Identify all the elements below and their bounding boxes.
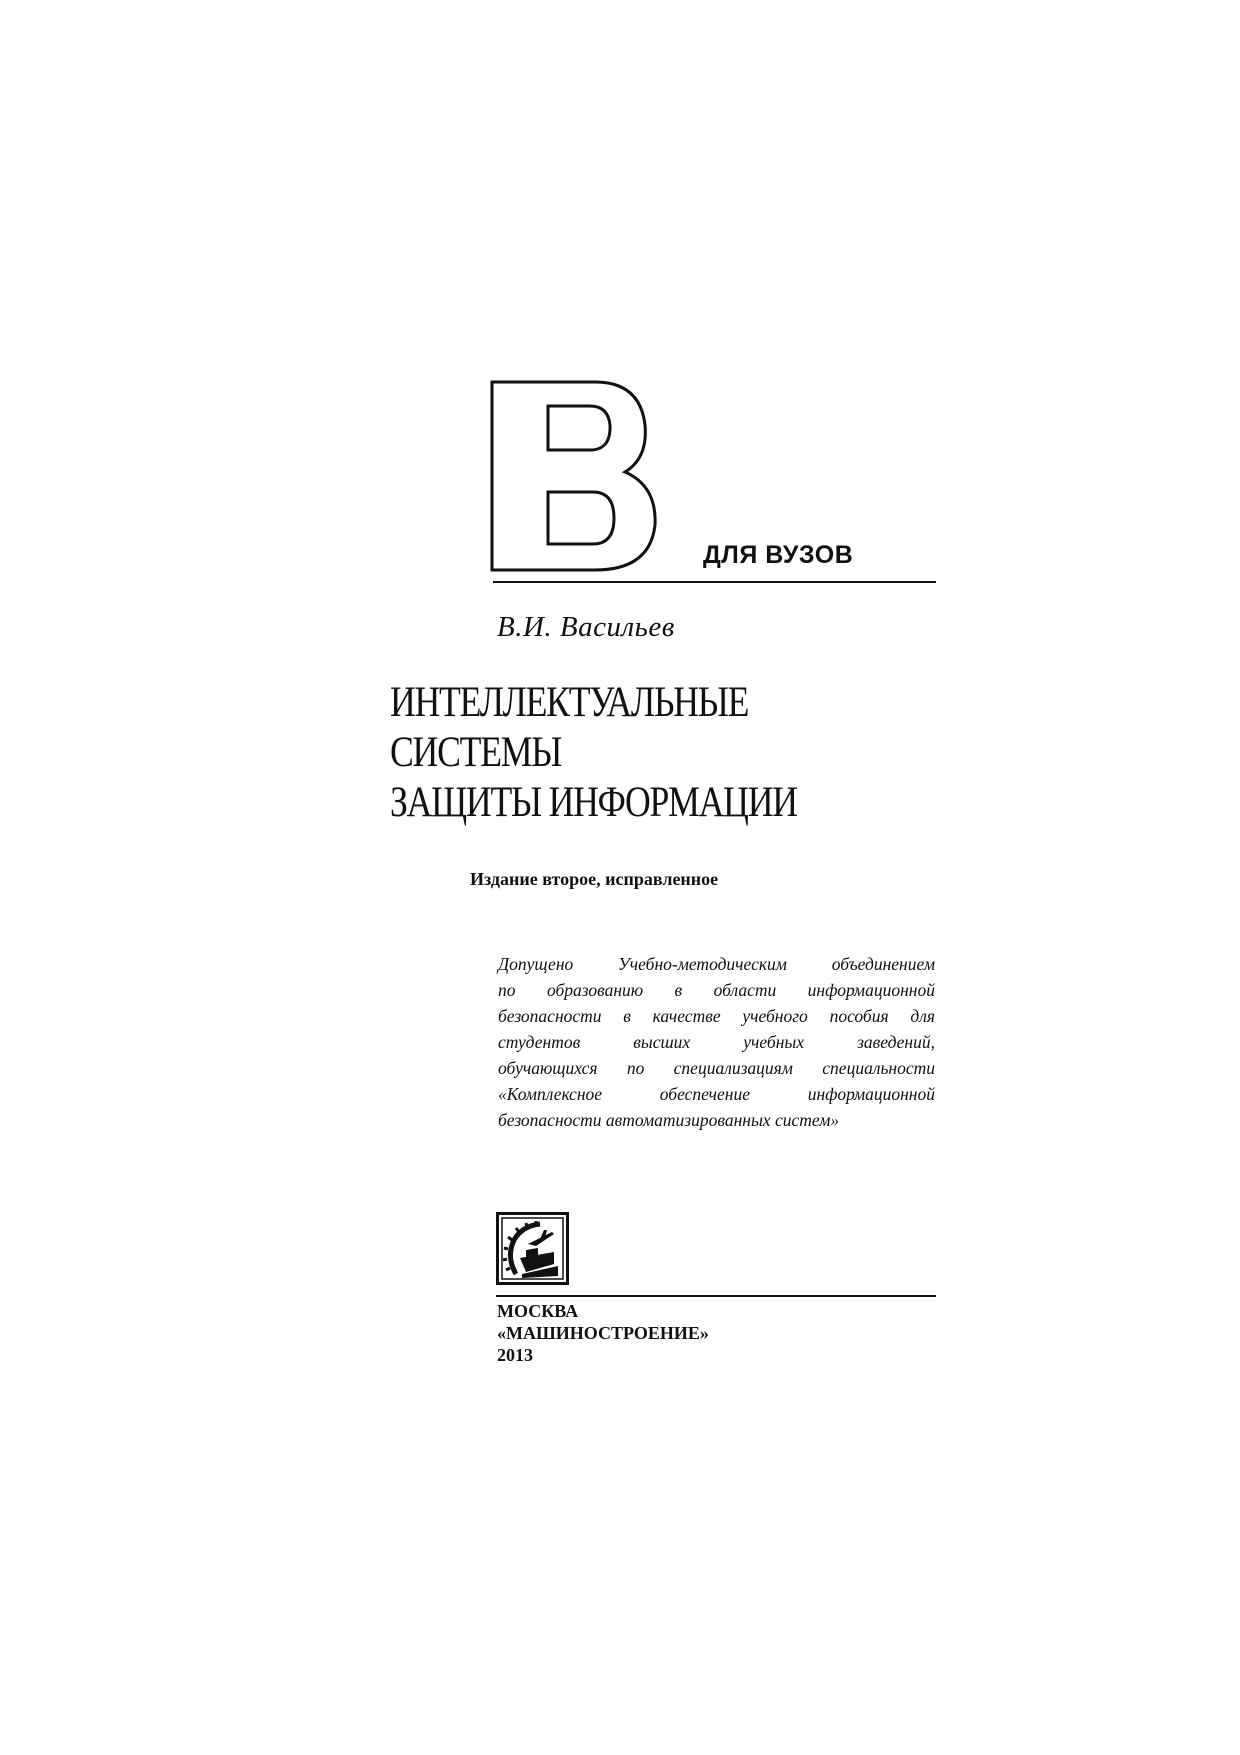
author-name: В.И. Васильев: [497, 611, 675, 643]
imprint-city: МОСКВА: [497, 1301, 579, 1321]
approval-word: специальности: [822, 1058, 935, 1078]
series-label: ДЛЯ ВУЗОВ: [703, 541, 854, 569]
approval-line: [498, 1081, 935, 1107]
approval-line: [498, 1003, 935, 1029]
approval-word: студентов: [498, 1032, 581, 1052]
approval-word: обеспечение: [659, 1084, 750, 1104]
approval-statement: [498, 951, 935, 1133]
approval-line: [498, 1055, 935, 1081]
approval-word: «Комплексное: [498, 1084, 603, 1104]
imprint-publisher: «МАШИНОСТРОЕНИЕ»: [497, 1323, 709, 1343]
approval-word: Допущено: [498, 954, 574, 974]
series-logo-letter-icon: [490, 380, 680, 572]
imprint-year: 2013: [497, 1345, 533, 1365]
approval-word: образованию: [546, 980, 644, 1000]
approval-word: в: [623, 1006, 631, 1026]
approval-word: заведений,: [857, 1032, 935, 1052]
approval-word: качестве: [652, 1006, 721, 1026]
approval-word: информационной: [807, 980, 935, 1000]
title-line: ЗАЩИТЫ ИНФОРМАЦИИ: [390, 779, 797, 826]
title-line: ИНТЕЛЛЕКТУАЛЬНЫЕ: [390, 679, 749, 726]
publisher-emblem-icon: [496, 1212, 569, 1285]
approval-line: [498, 951, 935, 977]
approval-word: по: [626, 1058, 645, 1078]
approval-word: области: [713, 980, 777, 1000]
approval-line: [498, 977, 935, 1003]
approval-word: для: [910, 1006, 935, 1026]
imprint: [497, 1300, 709, 1366]
approval-word: объединением: [831, 954, 935, 974]
approval-word: пособия: [829, 1006, 889, 1026]
approval-line: [498, 1029, 935, 1055]
approval-word: информационной: [807, 1084, 935, 1104]
title-line: СИСТЕМЫ: [390, 729, 562, 776]
book-title: [390, 678, 797, 828]
approval-word: учебных: [743, 1032, 805, 1052]
bottom-divider: [496, 1295, 936, 1297]
approval-word: в: [674, 980, 683, 1000]
approval-word: безопасности автоматизированных систем»: [498, 1110, 840, 1130]
approval-word: специализациям: [673, 1058, 793, 1078]
approval-word: Учебно-методическим: [618, 954, 787, 974]
approval-line: [498, 1107, 935, 1133]
approval-word: безопасности: [498, 1006, 602, 1026]
top-divider: [493, 581, 936, 583]
approval-word: по: [498, 980, 516, 1000]
approval-word: высших: [633, 1032, 691, 1052]
approval-word: учебного: [742, 1006, 808, 1026]
approval-word: обучающихся: [498, 1058, 598, 1078]
edition-note: Издание второе, исправленное: [470, 869, 719, 889]
